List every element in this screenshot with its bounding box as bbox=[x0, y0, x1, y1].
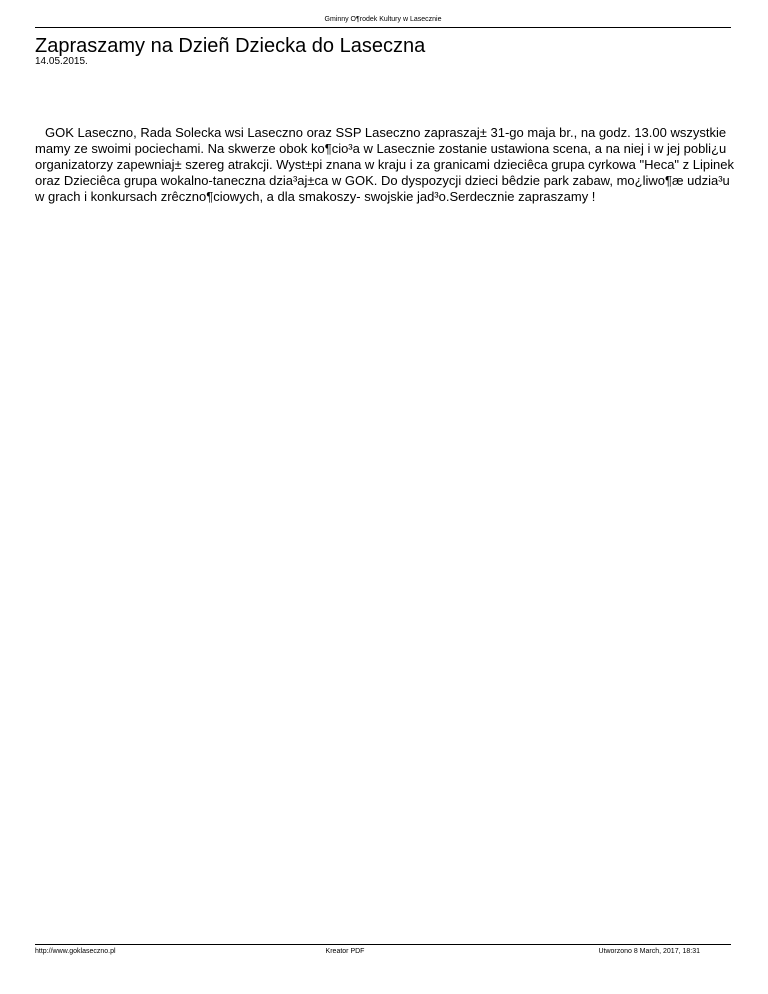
article-body: GOK Laseczno, Rada Solecka wsi Laseczno oraz SSP Laseczno zapraszaj± 31-go maja br., na godz. 13.00 wszystkie mamy ze swoimi pociechami. Na skwerze obok ko¶cio³a w Lasecznie zostanie ustawiona scena, a na niej i w jej pobli¿u organizatorzy zapewniaj± szereg atrakcji. Wyst±pi znana w kraju i za granicami dzieciêca grupa cyrkowa "Heca" z Lipinek oraz Dzieciêca grupa wokalno-taneczna dzia³aj±ca w GOK. Do dyspozycji dzieci bêdzie park zabaw, mo¿liwo¶æ udzia³u w grach i konkursach zrêczno¶ciowych, a dla smakoszy- swojskie jad³o.Serdecznie zapraszamy ! bbox=[35, 125, 734, 204]
article-title: Zapraszamy na Dzieñ Dziecka do Laseczna bbox=[35, 35, 426, 57]
footer-url: http://www.goklaseczno.pl bbox=[35, 948, 116, 955]
header-divider bbox=[35, 27, 731, 28]
footer-divider bbox=[35, 944, 731, 945]
footer-created-date: Utworzono 8 March, 2017, 18:31 bbox=[598, 948, 700, 955]
page-footer bbox=[35, 946, 731, 958]
page-header: Gminny O¶rodek Kultury w Lasecznie bbox=[324, 16, 442, 23]
article-date: 14.05.2015. bbox=[35, 56, 88, 67]
footer-generator: Kreator PDF bbox=[325, 948, 365, 955]
